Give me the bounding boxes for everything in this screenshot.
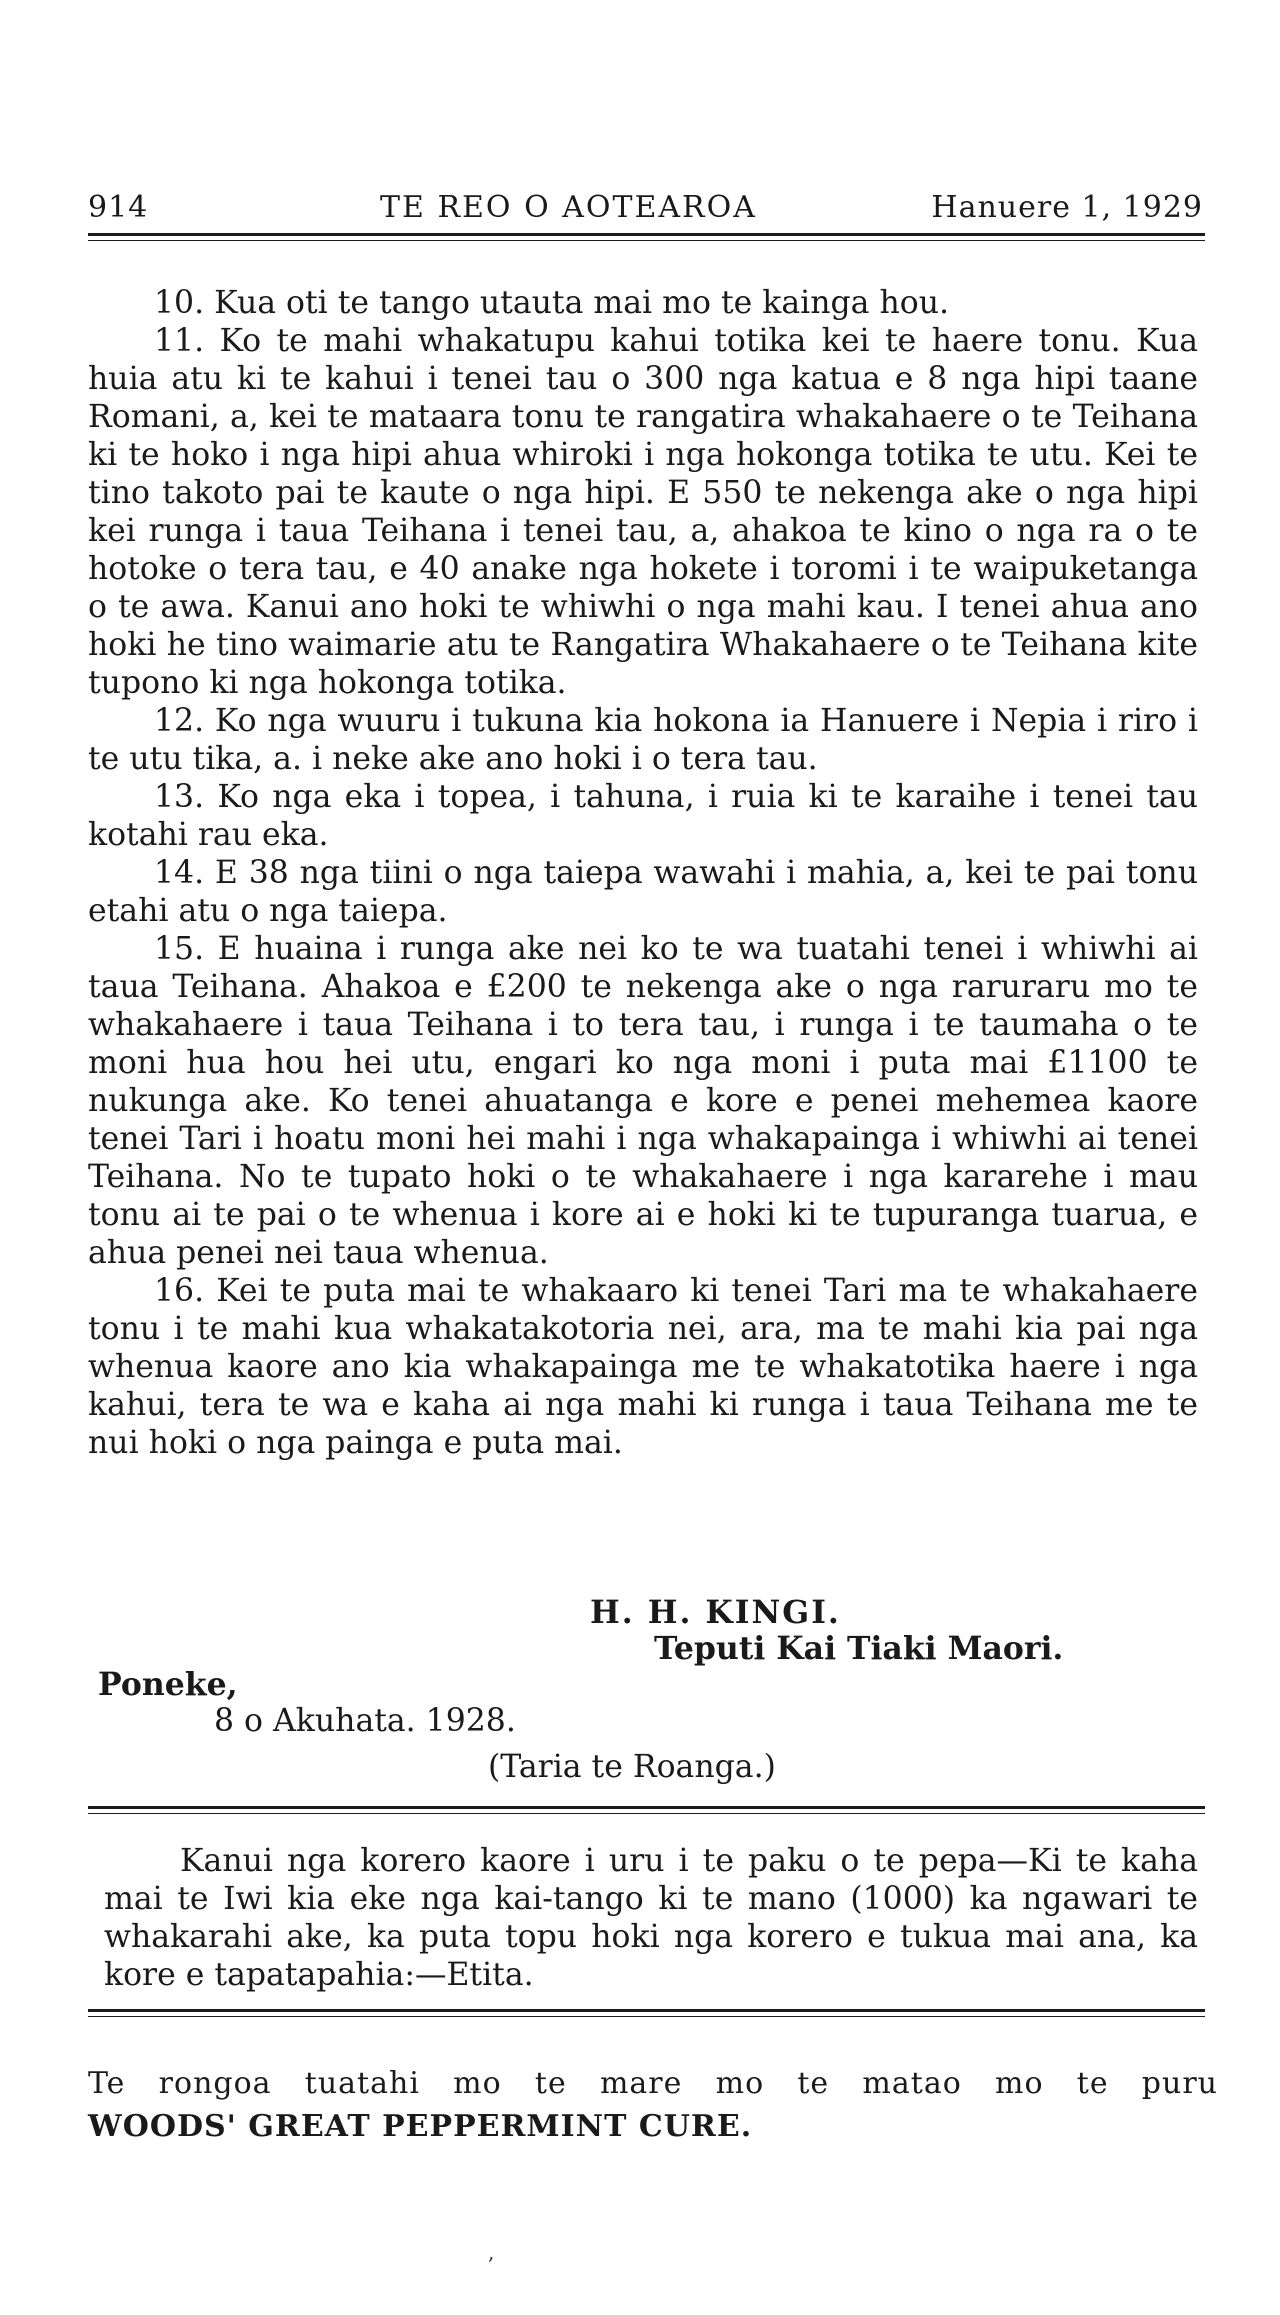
header-rule-thick	[88, 233, 1205, 236]
paragraph-10: 10. Kua oti te tango utauta mai mo te kainga hou.	[154, 285, 950, 321]
print-speck: ,	[488, 2240, 495, 2264]
paragraph-13: 13. Ko nga eka i topea, i tahuna, i ruia ki te karaihe i tenei tau kotahi rau eka.	[88, 779, 1198, 853]
advertisement	[88, 2065, 1218, 2147]
editor-notice-text: Kanui nga korero kaore i uru i te paku o te pepa—Ki te kaha mai te Iwi kia eke nga kai-tango ki te mano (1000) ka ngawari te whakarahi ake, ka puta topu hoki nga korero e tukua mai ana, ka kore e tapatapahia:—Etita.	[104, 1843, 1198, 1993]
continued-note: (Taria te Roanga.)	[488, 1749, 776, 1785]
date-line: 8 o Akuhata. 1928.	[214, 1703, 516, 1739]
advertisement-product: WOODS' GREAT PEPPERMINT CURE.	[88, 2109, 753, 2144]
paragraph-11: 11. Ko te mahi whakatupu kahui totika kei te haere tonu. Kua huia atu ki te kahui i tenei tau o 300 nga katua e 8 nga hipi taane Romani, a, kei te mataara tonu te rangatira whakahaere o te Teihana ki te hoko i nga hipi ahua whiroki i nga hokonga totika te utu. Kei te tino takoto pai te kaute o nga hipi. E 550 te nekenga ake o nga hipi kei runga i taua Teihana i tenei tau, a, ahakoa te kino o nga ra o te hotoke o tera tau, e 40 anake nga hokete i toromi i te waipuketanga o te awa. Kanui ano hoki te whiwhi o nga mahi kau. I tenei ahua ano hoki he tino waimarie atu te Rangatira Whakahaere o te Teihana kite tupono ki nga hokonga totika.	[88, 323, 1198, 701]
editor-notice	[104, 1842, 1198, 1994]
paragraph-15: 15. E huaina i runga ake nei ko te wa tuatahi tenei i whiwhi ai taua Teihana. Ahakoa e £200 te nekenga ake o nga raruraru mo te whakahaere i taua Teihana i to tera tau, i runga i te taumaha o te moni hua hou hei utu, engari ko nga moni i puta mai £1100 te nukunga ake. Ko tenei ahuatanga e kore e penei mehemea kaore tenei Tari i hoatu moni hei mahi i nga whakapainga i whiwhi ai tenei Teihana. No te tupato hoki o te whakahaere i nga kararehe i mau tonu ai te pai o te whenua i kore ai e hoki ki te tupuranga tuarua, e ahua penei nei taua whenua.	[88, 931, 1198, 1271]
paragraph-12: 12. Ko nga wuuru i tukuna kia hokona ia Hanuere i Nepia i riro i te utu tika, a. i neke ake ano hoki i o tera tau.	[88, 703, 1198, 777]
issue-date: Hanuere 1, 1929	[931, 190, 1203, 225]
journal-title: TE REO O AOTEAROA	[380, 190, 757, 225]
paragraph-14: 14. E 38 nga tiini o nga taiepa wawahi i mahia, a, kei te pai tonu etahi atu o nga taiepa.	[88, 855, 1198, 929]
notice-rule-bottom-thick	[88, 2009, 1205, 2012]
notice-rule-top-thin	[88, 1813, 1205, 1814]
notice-rule-bottom-thin	[88, 2016, 1205, 2017]
signatory-name: H. H. KINGI.	[590, 1594, 841, 1631]
running-head	[88, 186, 1203, 230]
paragraph-16: 16. Kei te puta mai te whakaaro ki tenei Tari ma te whakahaere tonu i te mahi kua whakatakotoria nei, ara, ma te mahi kia pai nga whenua kaore ano kia whakapainga me te whakatotika haere i nga kahui, tera te wa e kaha ai nga mahi ki runga i taua Teihana me te nui hoki o nga painga e puta mai.	[88, 1273, 1198, 1461]
page-number: 914	[88, 190, 149, 225]
signatory-title: Teputi Kai Tiaki Maori.	[654, 1630, 1064, 1667]
advertisement-line: Te rongoa tuatahi mo te mare mo te matao mo te puru	[88, 2066, 1218, 2101]
report-body	[88, 284, 1198, 1462]
notice-rule-top-thick	[88, 1806, 1205, 1809]
header-rule-thin	[88, 240, 1205, 241]
place-line: Poneke,	[98, 1666, 238, 1703]
